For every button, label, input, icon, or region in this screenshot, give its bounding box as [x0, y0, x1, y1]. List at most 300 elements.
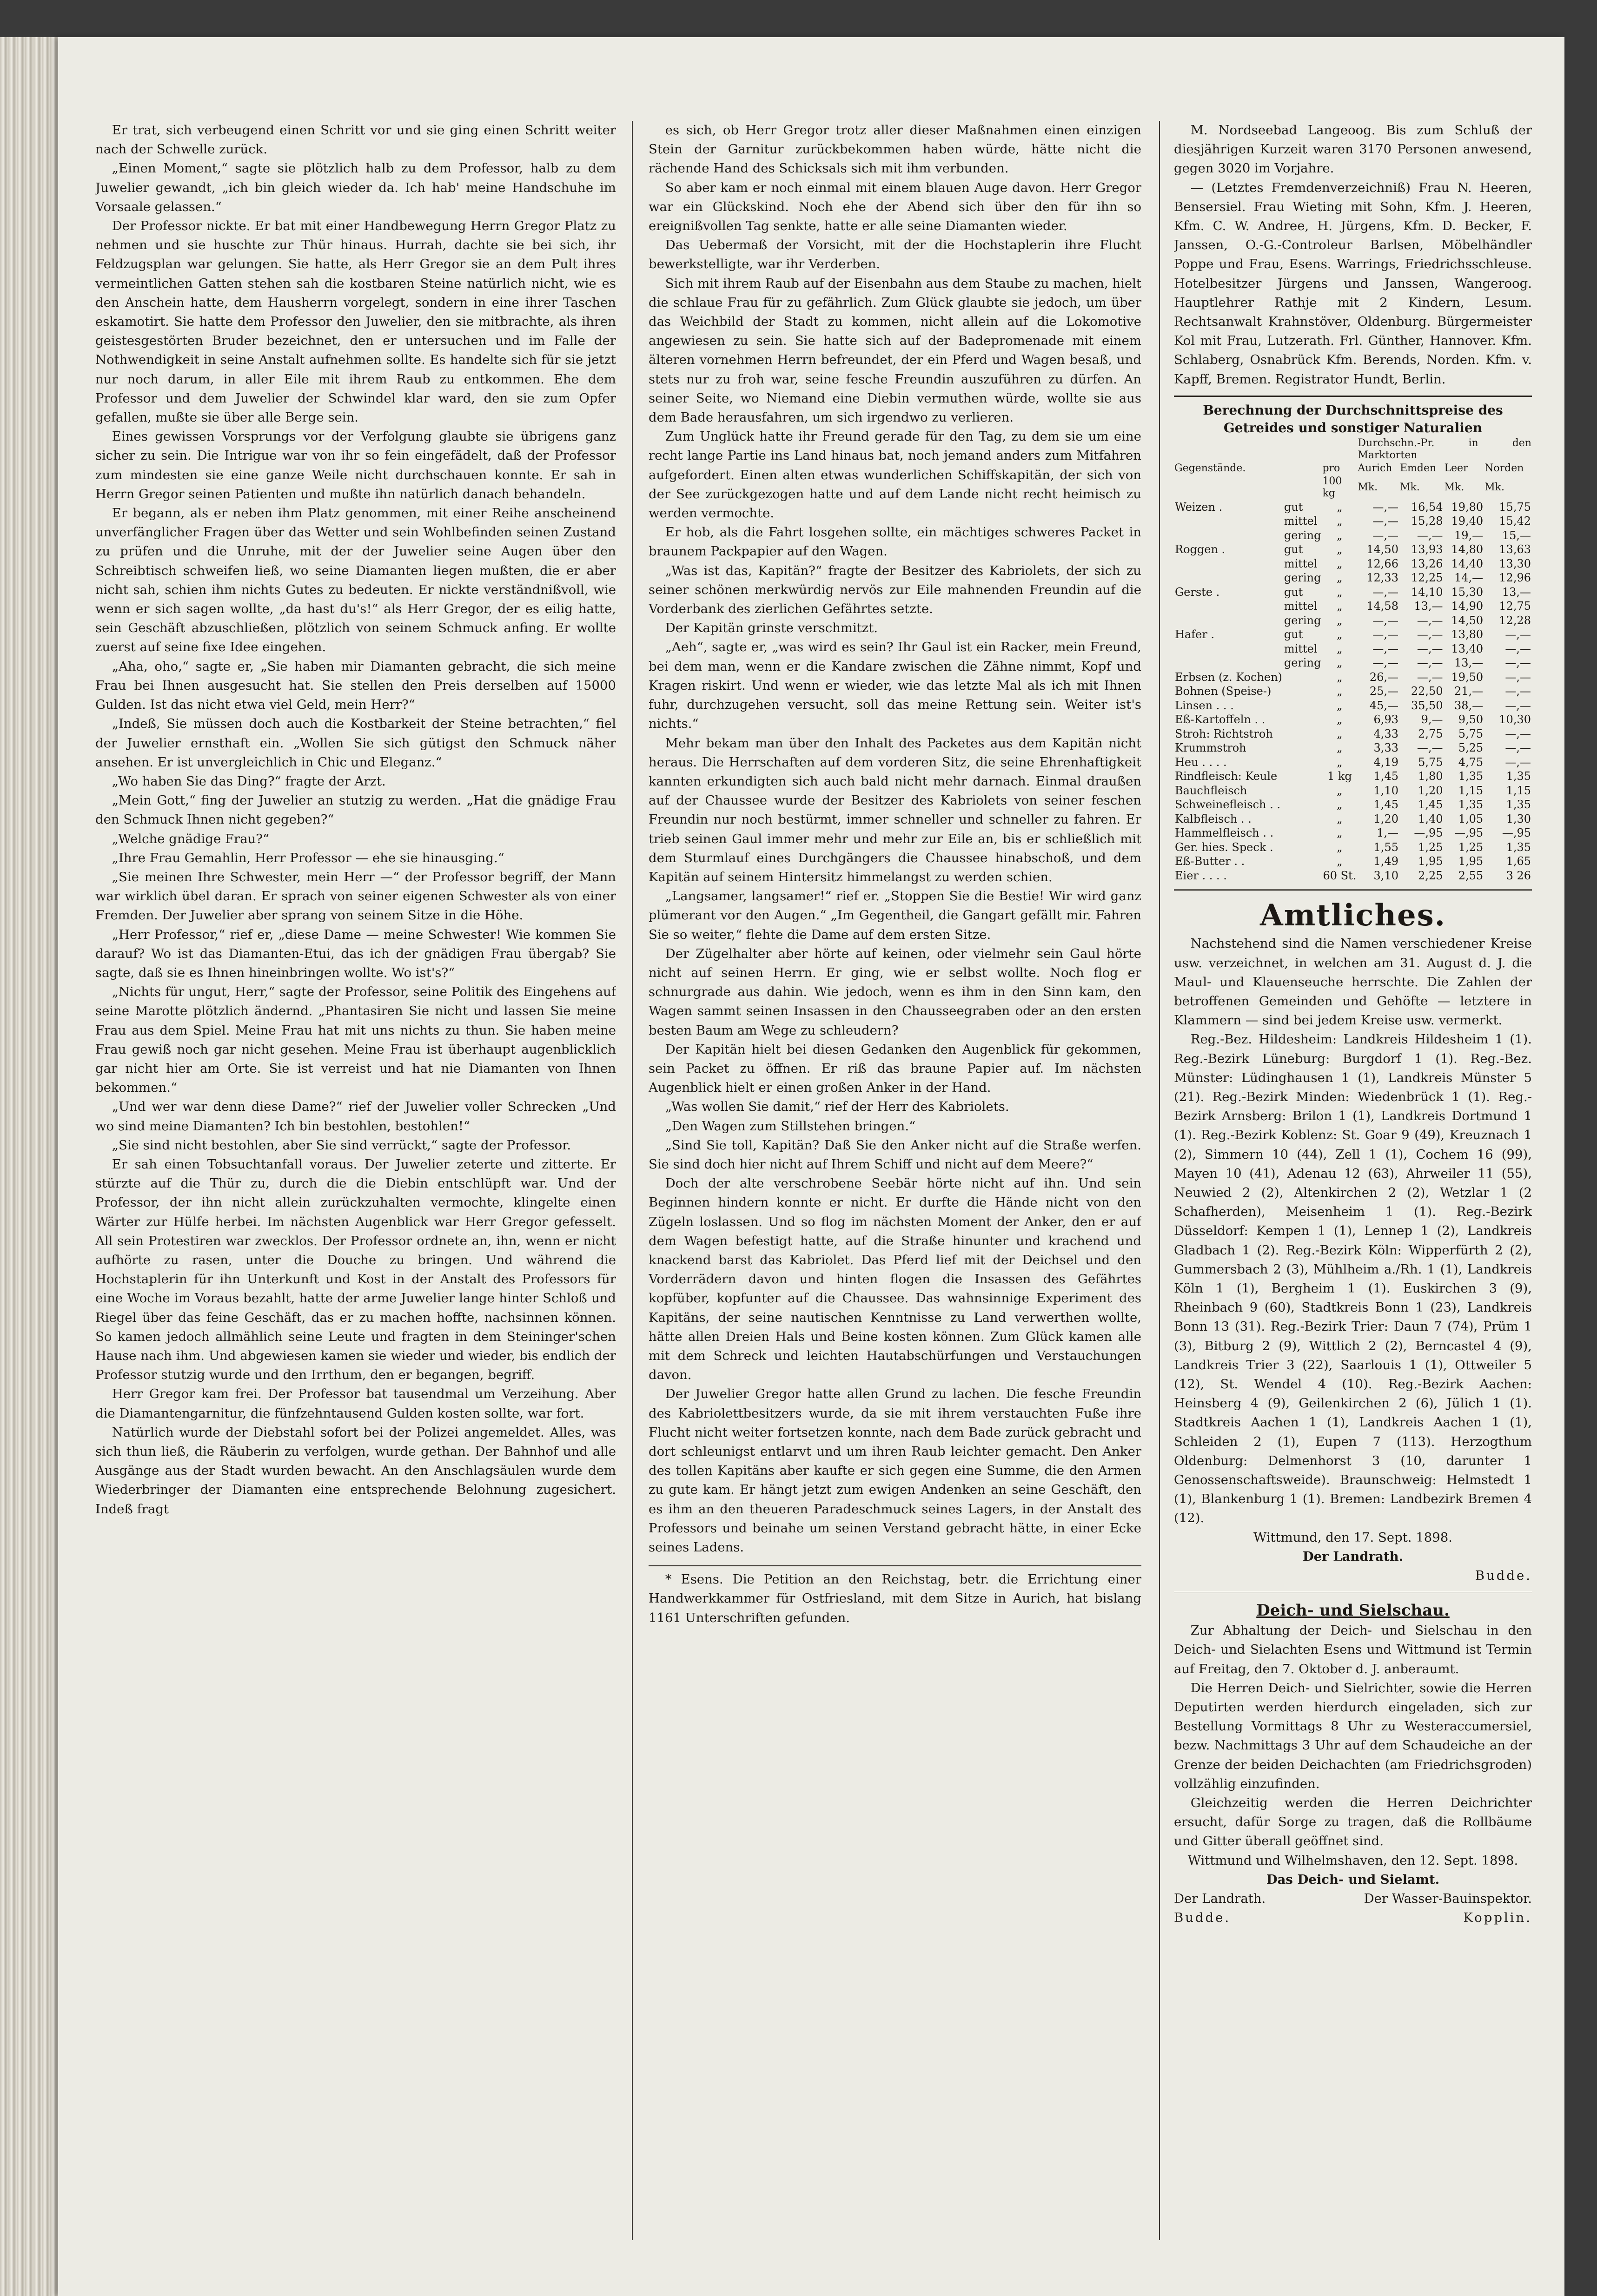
price-cell: 15,28	[1411, 515, 1443, 528]
price-cell	[1283, 727, 1322, 741]
price-cell: —,—	[1417, 642, 1443, 655]
price-cell: 13,—	[1414, 600, 1443, 613]
price-row	[1174, 614, 1532, 628]
price-cell: 26,—	[1369, 670, 1398, 684]
price-cell	[1174, 599, 1283, 614]
price-cell: „	[1337, 600, 1343, 613]
price-row	[1174, 571, 1532, 585]
price-cell	[1174, 514, 1283, 528]
price-row	[1174, 514, 1532, 528]
price-cell: —,—	[1372, 515, 1398, 528]
divider	[1174, 396, 1532, 397]
price-table-subheader: Durchschn.-Pr. in den Marktorten	[1358, 437, 1531, 461]
price-cell: 5,75	[1458, 727, 1484, 740]
price-cell: „	[1337, 784, 1343, 797]
deich-paragraph: Zur Abhaltung der Deich- und Sielschau in den Deich- und Sielachten Esens und Wittmund ist Termin auf Freitag, den 7. Oktober d. J. anberaumt.	[1174, 1623, 1532, 1676]
price-cell: 1,20	[1373, 812, 1398, 825]
price-cell: „	[1337, 557, 1343, 570]
price-cell: —,—	[1505, 741, 1531, 755]
price-cell: 13,30	[1499, 557, 1531, 570]
price-cell: Weizen .	[1175, 500, 1223, 514]
story-paragraph: Er trat, sich verbeugend einen Schritt vor und sie ging einen Schritt weiter nach der Schwelle zurück.	[95, 123, 616, 157]
price-cell: „	[1337, 670, 1343, 684]
price-cell: „	[1337, 543, 1343, 556]
price-cell: „	[1337, 727, 1343, 740]
price-cell	[1283, 784, 1322, 798]
price-cell: 3 26	[1506, 869, 1531, 882]
story-paragraph: Eines gewissen Vorsprungs vor der Verfolgung glaubte sie übrigens ganz sicher zu sein. Die Intrigue war von ihr so fein eingefädelt, daß der Professor zum mindesten sie eine ganze Weile nicht durchschauen konnte. Er sah in Herrn Gregor seinen Patienten und mußte ihn natürlich danach behandeln.	[95, 429, 616, 501]
price-cell: Bauchfleisch	[1175, 784, 1247, 797]
column-rule	[1159, 121, 1160, 2240]
price-cell: 19,40	[1451, 515, 1484, 528]
price-table-title: Berechnung der Durchschnittspreise des Getreides und sonstiger Naturalien	[1203, 402, 1503, 435]
deich-left-title: Der Landrath.	[1174, 1891, 1266, 1907]
price-cell: Heu . . . .	[1175, 755, 1227, 769]
price-row	[1174, 840, 1532, 855]
esens-note-text: * Esens. Die Petition an den Reichstag, betr. die Errichtung einer Handwerkkammer für Ostfriesland, mit dem Sitze in Aurich, hat bislang 1161 Unterschriften gefunden.	[649, 1572, 1141, 1625]
price-cell: —,—	[1417, 670, 1443, 684]
price-cell: Bohnen (Speise-)	[1175, 685, 1272, 698]
story-paragraph: „Was ist das, Kapitän?“ fragte der Besitzer des Kabriolets, der sich zu seiner schönen merkwürdig nervös zur Eile mahnenden Freundin auf die Vorderbank des zierlichen Gefährtes setzte.	[649, 563, 1141, 617]
story-paragraph: Er hob, als die Fahrt losgehen sollte, ein mächtiges schweres Packet in braunem Packpapier auf den Wagen.	[649, 525, 1141, 559]
price-cell: 35,50	[1411, 699, 1443, 712]
story-paragraph: Der Professor nickte. Er bat mit einer Handbewegung Herrn Gregor Platz zu nehmen und sie huschte zur Thür hinaus. Hurrah, dachte sie bei sich, ihr Feldzugsplan war gelungen. Sie hatte, als Herr Gregor sie an dem Pult ihres vermeintlichen Gatten stehen sah die kostbaren Steine natürlich nicht, wie es den Anschein hatte, dem Hausherrn vorgelegt, sondern in eine ihrer Taschen eskamotirt. Sie hatte dem Professor den Juwelier, den sie mitbrachte, als ihren geistesgestörten Bruder bezeichnet, den er untersuchen und im Falle der Nothwendigkeit in seine Anstalt aufnehmen sollte. Es handelte sich für sie jetzt nur noch darum, in aller Eile mit ihrem Raub zu entkommen. Ehe dem Professor und dem Juwelier der Schwindel klar ward, den sie zum Opfer gefallen, mußte sie über alle Berge sein.	[95, 218, 616, 425]
price-row	[1174, 528, 1532, 543]
price-cell	[1174, 642, 1283, 656]
price-cell	[1174, 528, 1283, 543]
price-cell	[1283, 769, 1322, 784]
price-cell: 1,35	[1458, 798, 1484, 812]
deich-date: Wittmund und Wilhelmshaven, den 12. Sept. 1898.	[1187, 1853, 1518, 1868]
news-column-right	[1174, 121, 1532, 2226]
price-cell: 19,—	[1454, 528, 1484, 542]
price-cell: —,95	[1454, 826, 1484, 840]
price-cell: „	[1337, 571, 1343, 585]
price-cell: 1,35	[1458, 770, 1484, 783]
price-cell: „	[1337, 628, 1343, 641]
price-row	[1174, 585, 1532, 600]
price-cell: —,—	[1372, 628, 1398, 641]
price-cell: Ger. hies. Speck .	[1175, 840, 1273, 854]
price-row	[1174, 599, 1532, 614]
story-paragraph: „Was wollen Sie damit,“ rief der Herr des Kabriolets.	[665, 1099, 1009, 1115]
price-cell: „	[1337, 755, 1343, 769]
price-cell: 1,65	[1506, 855, 1531, 868]
story-paragraph: „Aha, oho,“ sagte er, „Sie haben mir Diamanten gebracht, die sich meine Frau bei Ihnen ausgesucht hat. Sie stellen den Preis derselben auf 15000 Gulden. Ist das nicht etwa viel Geld, mein Herr?“	[95, 659, 616, 713]
price-cell: Erbsen (z. Kochen)	[1175, 670, 1282, 684]
price-cell: „	[1337, 741, 1343, 755]
price-cell: Gerste .	[1175, 585, 1220, 599]
price-row	[1174, 642, 1532, 656]
deich-left-name: Budde.	[1174, 1910, 1231, 1926]
story-paragraph: „Sie meinen Ihre Schwester, mein Herr —“ der Professor begriff, der Mann war wirklich übel daran. Er sprach von seiner eigenen Schwester als von einer Fremden. Der Juwelier aber sprang von seinem Sitze in die Höhe.	[95, 869, 616, 923]
price-cell: 4,33	[1373, 727, 1398, 740]
price-cell: mittel	[1284, 515, 1318, 528]
amtliches-heading: Amtliches.	[1259, 898, 1446, 933]
column-rule	[632, 121, 633, 2240]
price-cell	[1174, 656, 1283, 670]
story-paragraph: „Und wer war denn diese Dame?“ rief der Juwelier voller Schrecken „Und wo sind meine Diamanten? Ich bin bestohlen, bestohlen!“	[95, 1099, 616, 1134]
price-cell: 10,30	[1499, 713, 1531, 726]
amtliches-signature: Budde.	[1475, 1568, 1532, 1583]
story-paragraph: Er begann, als er neben ihm Platz genommen, mit einer Reihe anscheinend unverfänglicher Fragen über das Wetter und sein Wohlbefinden seinen Zustand zu prüfen und die Unruhe, mit der der Juwelier seine Augen über den Schreibtisch schweifen ließ, wo seine Diamanten liegen mußten, die er aber nicht sah, schien ihm nichts Gutes zu bedeuten. Er nickte verständnißvoll, wie wenn er sich sagen wollte, „da hast du's!“ als Herr Gregor, der es eilig hatte, sein Geschäft abzuschließen, plötzlich von seinem Schmuck anfing. Er wollte zuerst auf seine fixe Idee eingehen.	[95, 506, 616, 655]
price-cell: 14,—	[1454, 571, 1484, 585]
amtliches-list: Reg.-Bez. Hildesheim: Landkreis Hildesheim 1 (1). Reg.-Bezirk Lüneburg: Burgdorf 1 (1). Reg.-Bez. Münster: Lüdinghausen 1 (1), Landkreis Münster 5 (21). Reg.-Bezirk Minden: Wiedenbrück 1 (1). Reg.-Bezirk Arnsberg: Brilon 1 (1), Landkreis Dortmund 1 (1). Reg.-Bezirk Koblenz: St. Goar 9 (49), Kreuznach 1 (2), Simmern 10 (44), Zell 1 (1), Cochem 16 (99), Mayen 10 (41), Adenau 12 (63), Ahrweiler 11 (55), Neuwied 2 (2), Altenkirchen 2 (2), Wetzlar 1 (2 Schafherden), Meisenheim 1 (1). Reg.-Bezirk Düsseldorf: Kempen 1 (1), Lennep 1 (2), Landkreis Gladbach 1 (2). Reg.-Bezirk Köln: Wipperfürth 2 (2), Gummersbach 2 (3), Mühlheim a./Rh. 1 (1), Landkreis Köln 1 (1), Bergheim 1 (1). Euskirchen 3 (9), Rheinbach 9 (60), Stadtkreis Bonn 1 (23), Landkreis Bonn 13 (31). Reg.-Bezirk Trier: Daun 7 (74), Prüm 1 (3), Bitburg 2 (9), Wittlich 2 (2), Berncastel 4 (9), Landkreis Trier 3 (22), Saarlouis 1 (1), Ottweiler 5 (12), St. Wendel 4 (10). Reg.-Bezirk Aachen: Heinsberg 4 (9), Geilenkirchen 2 (6), Jülich 1 (1). Stadtkreis Aachen 1 (1), Landkreis Aachen 1 (1), Schleiden 2 (1), Eupen 7 (113). Herzogthum Oldenburg: Delmenhorst 3 (10, darunter 1 Genossenschaftsweide). Braunschweig: Helmstedt 1 (1), Blankenburg 1 (1). Bremen: Landbezirk Bremen 4 (12).	[1174, 1032, 1532, 1526]
price-cell: 2,75	[1418, 727, 1443, 740]
header-pro: pro	[1322, 462, 1340, 474]
price-cell: 1,80	[1418, 770, 1443, 783]
price-cell: —,—	[1372, 500, 1398, 514]
price-cell: 19,50	[1451, 670, 1484, 684]
story-paragraph: „Welche gnädige Frau?“	[112, 831, 270, 846]
price-cell: „	[1337, 855, 1343, 868]
price-cell: —,—	[1372, 614, 1398, 627]
story-paragraph: „Nichts für ungut, Herr,“ sagte der Professor, seine Politik des Eingehens auf seine Marotte plötzlich ändernd. „Phantasiren Sie nicht und lassen Sie meine Frau aus dem Spiel. Meine Frau hat mit uns nichts zu thun. Sie haben meine Frau gewiß noch gar nicht gesehen. Meine Frau ist überhaupt augenblicklich gar nicht hier am Orte. Sie ist verreist und hat nie Diamanten von Ihnen bekommen.“	[95, 984, 616, 1095]
story-paragraph: Das Uebermaß der Vorsicht, mit der die Hochstaplerin ihre Flucht bewerkstelligte, war ihr Verderben.	[649, 238, 1141, 272]
price-cell: —,—	[1372, 642, 1398, 655]
price-cell: —,—	[1505, 670, 1531, 684]
price-cell	[1283, 826, 1322, 840]
deich-heading: Deich- und Sielschau.	[1256, 1601, 1450, 1620]
price-row	[1174, 812, 1532, 826]
price-cell: „	[1337, 614, 1343, 627]
price-cell: 13,63	[1499, 543, 1531, 556]
news-paragraph: M. Nordseebad Langeoog. Bis zum Schluß der diesjährigen Kurzeit waren 3170 Personen anwesend, gegen 3020 im Vorjahre.	[1174, 123, 1532, 176]
story-paragraph: Zum Unglück hatte ihr Freund gerade für den Tag, zu dem sie um eine recht lange Partie ins Land hinaus bat, noch jemand anders zum Mitfahren aufgefordert. Einen alten etwas wunderlichen Schiffskapitän, der sich von der See zurückgezogen hatte und auf dem Lande nicht recht heimisch zu werden vermochte.	[649, 429, 1141, 521]
price-cell: —,—	[1417, 628, 1443, 641]
price-cell: 1,20	[1418, 784, 1443, 797]
story-paragraph: Er sah einen Tobsuchtanfall voraus. Der Juwelier zeterte und zitterte. Er stürzte auf die Thür zu, durch die die Diebin entschlüpft war. Und der Professor, der ihn nicht allein zurückzuhalten vermochte, klingelte einen Wärter zur Hülfe herbei. Im nächsten Augenblick war Herr Gregor gefesselt. All sein Protestiren war zwecklos. Der Professor ordnete an, ihn, wenn er nicht aufhörte zu rasen, unter die Douche zu bringen. Und während die Hochstaplerin für ihn Unterkunft und Kost in der Anstalt des Professors für eine Woche im Voraus bezahlt, hatte der arme Juwelier lange hinter Schloß und Riegel über das feine Geschäft, das er zu machen hoffte, nachsinnen können. So kamen jedoch allmählich seine Leute und fragten in dem Steininger'schen Hause nach ihm. Und abgewiesen kamen sie wieder und wieder, bis endlich der Professor stutzig wurde und den Irrthum, den er begangen, begriff.	[95, 1156, 616, 1383]
price-cell	[1283, 684, 1322, 699]
divider	[1174, 889, 1532, 892]
price-cell: 13,40	[1451, 642, 1484, 655]
price-cell: gut	[1284, 585, 1303, 599]
header-gegenstaende: Gegenstände.	[1174, 462, 1246, 474]
price-cell: Schweinefleisch . .	[1175, 798, 1281, 812]
price-cell: 4,75	[1458, 755, 1484, 769]
price-row	[1174, 826, 1532, 840]
price-cell: 45,—	[1369, 699, 1398, 712]
price-row	[1174, 670, 1532, 685]
header-town: Emden	[1399, 462, 1437, 474]
price-row	[1174, 542, 1532, 557]
newspaper-page	[58, 37, 1564, 2296]
story-column-middle	[649, 121, 1141, 2226]
price-cell: —,—	[1505, 685, 1531, 698]
price-cell	[1174, 557, 1283, 571]
price-cell: Roggen .	[1175, 543, 1226, 556]
story-paragraph: Herr Gregor kam frei. Der Professor bat tausendmal um Verzeihung. Aber die Diamantengarnitur, die fünfzehntausend Gulden kosten sollte, war fort.	[95, 1386, 616, 1421]
price-cell: „	[1337, 656, 1343, 670]
price-cell: „	[1337, 685, 1343, 698]
price-cell: 15,30	[1451, 585, 1484, 599]
price-cell: —,—	[1505, 628, 1531, 641]
price-cell: Linsen . . .	[1175, 699, 1234, 712]
price-cell: 13,—	[1454, 656, 1484, 670]
price-cell: 5,75	[1418, 755, 1443, 769]
story-paragraph: Der Juwelier Gregor hatte allen Grund zu lachen. Die fesche Freundin des Kabriolettbesitzers wurde, da sie mit ihrem verstauchten Fuße ihre Flucht nicht weiter fortsetzen konnte, nach dem Bade zurück gebracht und dort schleunigst entlarvt und um ihren Raub leichter gemacht. Den Anker des tollen Kapitäns aber kaufte er sich gegen eine Summe, die den Armen zu gute kam. Er hängt jetzt zum ewigen Andenken an seine Geschäft, den es ihm an den theueren Paradeschmuck seines Lagers, in der Anstalt des Professors und beinahe um seinen Verstand gebracht hätte, in einer Ecke seines Ladens.	[649, 1386, 1141, 1555]
price-cell: 1,25	[1418, 840, 1443, 854]
story-paragraph: es sich, ob Herr Gregor trotz aller dieser Maßnahmen einen einzigen Stein der Garnitur zurückbekommen haben würde, hätte nicht die rächende Hand des Schicksals sich mit ihm verbunden.	[649, 123, 1141, 176]
price-cell: „	[1337, 812, 1343, 825]
story-paragraph: „Ihre Frau Gemahlin, Herr Professor — ehe sie hinausging.“	[112, 850, 504, 865]
price-cell: 19,80	[1451, 500, 1484, 514]
price-cell: Eier . . . .	[1175, 869, 1227, 882]
deich-signatures	[1174, 1889, 1532, 1908]
price-cell: 12,33	[1366, 571, 1398, 585]
deich-right-title: Der Wasser-Bauinspektor.	[1364, 1891, 1532, 1907]
price-cell	[1283, 741, 1322, 755]
story-paragraph: Natürlich wurde der Diebstahl sofort bei der Polizei angemeldet. Alles, was sich thun ließ, die Räuberin zu verfolgen, wurde gethan. Der Bahnhof und alle Ausgänge aus der Stadt wurden bewacht. An den Anschlagsäulen wurde dem Wiederbringer der Diamanten eine entsprechende Belohnung zugesichert. Indeß fragt	[95, 1425, 616, 1517]
price-cell	[1283, 854, 1322, 869]
price-cell: „	[1337, 713, 1343, 726]
price-cell: —,—	[1505, 755, 1531, 769]
price-cell: 1,55	[1373, 840, 1398, 854]
price-cell: —,—	[1505, 656, 1531, 670]
price-row	[1174, 755, 1532, 770]
price-row	[1174, 500, 1532, 515]
price-cell: 9,50	[1458, 713, 1484, 726]
price-cell: —,—	[1417, 741, 1443, 755]
price-cell: 14,50	[1451, 614, 1484, 627]
price-cell: 12,66	[1366, 557, 1398, 570]
price-cell: „	[1337, 528, 1343, 542]
price-cell: 1,45	[1373, 770, 1398, 783]
price-cell: 1,40	[1418, 812, 1443, 825]
price-cell: „	[1337, 585, 1343, 599]
story-paragraph: „Herr Professor,“ rief er, „diese Dame — meine Schwester! Wie kommen Sie darauf? Wo ist das Diamanten-Etui, das ich der gnädigen Frau übergab? Sie sagte, daß sie es Ihnen hineinbringen wollte. Wo ist's?“	[95, 927, 616, 980]
esens-note	[649, 1565, 1141, 1628]
story-paragraph: „Langsamer, langsamer!“ rief er. „Stoppen Sie die Bestie! Wir wird ganz plümerant vor den Augen.“ „Im Gegentheil, die Gangart gefällt mir. Fahren Sie so weiter,“ flehte die Dame auf dem ersten Sitze.	[649, 889, 1141, 942]
story-paragraph: Der Kapitän hielt bei diesen Gedanken den Augenblick für gekommen, sein Packet zu öffnen. Er riß das braune Papier auf. Im nächsten Augenblick hielt er einen großen Anker in der Hand.	[649, 1042, 1141, 1095]
price-row	[1174, 854, 1532, 869]
price-cell: —,—	[1372, 656, 1398, 670]
price-cell: 3,10	[1373, 869, 1398, 882]
price-cell: —,—	[1417, 656, 1443, 670]
price-cell: 1,35	[1506, 840, 1531, 854]
story-paragraph: „Wo haben Sie das Ding?“ fragte der Arzt.	[112, 773, 386, 789]
price-cell: 1 kg	[1327, 770, 1352, 783]
price-cell: —,—	[1505, 699, 1531, 712]
price-cell: 1,45	[1418, 798, 1443, 812]
price-cell: gering	[1284, 571, 1321, 585]
amtliches-date: Wittmund, den 17. Sept. 1898.	[1253, 1530, 1453, 1545]
price-row	[1174, 713, 1532, 727]
price-table-header	[1174, 437, 1532, 462]
price-cell	[1283, 840, 1322, 855]
price-cell: 16,54	[1411, 500, 1443, 514]
price-cell: 14,58	[1366, 600, 1398, 613]
price-cell: —,—	[1417, 614, 1443, 627]
price-cell	[1283, 699, 1322, 713]
price-cell: —,—	[1505, 642, 1531, 655]
price-cell: „	[1337, 699, 1343, 712]
story-column-left	[95, 121, 616, 2226]
price-cell	[1283, 812, 1322, 826]
price-cell: mittel	[1284, 557, 1318, 570]
price-cell: 22,50	[1411, 685, 1443, 698]
price-cell: Eß-Butter . .	[1175, 855, 1245, 868]
price-cell: Hafer .	[1175, 628, 1215, 641]
deich-right-name: Kopplin.	[1463, 1910, 1532, 1926]
deich-paragraph: Die Herren Deich- und Sielrichter, sowie die Herren Deputirten werden hierdurch eingeladen, sich zur Bestellung Vormittags 8 Uhr zu Westeraccumersiel, bezw. Nachmittags 3 Uhr auf dem Schaudeiche an der Grenze der beiden Deichachten (am Friedrichsgroden) vollzählig einzufinden.	[1174, 1680, 1532, 1791]
price-cell: 1,35	[1506, 798, 1531, 812]
price-cell: 1,15	[1506, 784, 1531, 797]
price-cell: 14,80	[1451, 543, 1484, 556]
price-cell: „	[1337, 500, 1343, 514]
story-paragraph: „Aeh“, sagte er, „was wird es sein? Ihr Gaul ist ein Racker, mein Freund, bei dem man, wenn er die Kandare zwischen die Zähne nimmt, Kopf und Kragen riskirt. Und wenn er wieder, wie das letzte Mal als ich mit Ihnen fuhr, durchzugehen versucht, soll das meine Rettung sein. Weiter ist's nichts.“	[649, 640, 1141, 732]
price-cell: 15,—	[1502, 528, 1531, 542]
price-row	[1174, 784, 1532, 798]
header-currency: Mk.	[1399, 481, 1420, 493]
price-cell: 9,—	[1421, 713, 1443, 726]
price-cell: 15,42	[1499, 515, 1531, 528]
price-cell: 13,93	[1411, 543, 1443, 556]
price-cell: 4,19	[1373, 755, 1398, 769]
price-cell: gut	[1284, 543, 1303, 556]
price-cell: „	[1337, 826, 1343, 840]
price-cell: 1,95	[1458, 855, 1484, 868]
price-row	[1174, 627, 1532, 642]
price-cell: 1,45	[1373, 798, 1398, 812]
price-cell: „	[1337, 642, 1343, 655]
price-cell: 15,75	[1499, 500, 1531, 514]
price-cell: —,—	[1372, 585, 1398, 599]
price-cell: 1,35	[1506, 770, 1531, 783]
price-cell	[1283, 670, 1322, 685]
price-cell: 3,33	[1373, 741, 1398, 755]
price-cell: 1,15	[1458, 784, 1484, 797]
story-paragraph: „Einen Moment,“ sagte sie plötzlich halb zu dem Professor, halb zu dem Juwelier gewandt, „ich bin gleich wieder da. Ich hab' meine Handschuhe im Vorsaale gelassen.“	[95, 161, 616, 214]
price-cell: Rindfleisch: Keule	[1175, 770, 1278, 783]
price-cell: 12,25	[1411, 571, 1443, 585]
story-paragraph: Der Kapitän grinste verschmitzt.	[665, 620, 878, 636]
price-cell: 2,25	[1418, 869, 1443, 882]
price-cell: „	[1337, 515, 1343, 528]
price-cell: 14,40	[1451, 557, 1484, 570]
price-row	[1174, 656, 1532, 670]
price-cell: Stroh: Richtstroh	[1175, 727, 1273, 740]
story-paragraph: Der Zügelhalter aber hörte auf keinen, oder vielmehr sein Gaul hörte nicht auf seinen Herrn. Er ging, wie er selbst wollte. Noch flog er schnurgrade aus dahin. Wie jedoch, wenn es ihm in den Sinn kam, den Wagen sammt seinen Insassen in den Chausseegraben oder an den ersten besten Baum am Wege zu schleudern?	[649, 946, 1141, 1038]
price-cell: 12,75	[1499, 600, 1531, 613]
price-cell	[1174, 614, 1283, 628]
price-row	[1174, 557, 1532, 571]
price-cell	[1283, 755, 1322, 770]
amtliches-office: Der Landrath.	[1302, 1549, 1404, 1564]
price-row	[1174, 699, 1532, 713]
price-table-header	[1174, 462, 1532, 475]
story-paragraph: So aber kam er noch einmal mit einem blauen Auge davon. Herr Gregor war ein Glückskind. Noch ehe der Abend sich über den für ihn so ereignißvollen Tag senkte, hatte er alle seine Diamanten wieder.	[649, 180, 1141, 234]
price-cell	[1174, 571, 1283, 585]
price-cell: 13,80	[1451, 628, 1484, 641]
price-cell: 12,96	[1499, 571, 1531, 585]
divider	[1174, 1592, 1532, 1595]
price-cell: 1,05	[1458, 812, 1484, 825]
price-cell: gering	[1284, 614, 1321, 627]
story-paragraph: Mehr bekam man über den Inhalt des Packetes aus dem Kapitän nicht heraus. Die Herrschaften auf dem vorderen Sitz, die seine Ehrenhaftigkeit kannten erkundigten sich auch bald nicht mehr darnach. Einmal draußen auf der Chaussee wurde der Besitzer des Kabriolets von seiner feschen Freundin nur noch bestürmt, immer schneller und schneller zu fahren. Er trieb seinen Gaul immer mehr und mehr zur Eile an, bis er schließlich mit dem Sturmlauf eines Durchgängers die Chaussee hinabschoß, und dem Kapitän auf seinem Hintersitz himmelangst zu werden schien.	[649, 735, 1141, 884]
price-cell: —,—	[1372, 528, 1398, 542]
header-town: Aurich	[1358, 462, 1392, 474]
price-row	[1174, 869, 1532, 883]
price-cell: mittel	[1284, 642, 1318, 655]
header-currency: Mk.	[1484, 481, 1504, 493]
price-cell: Hammelfleisch . .	[1175, 826, 1274, 840]
story-paragraph: „Mein Gott,“ fing der Juwelier an stutzig zu werden. „Hat die gnädige Frau den Schmuck Ihnen nicht gegeben?“	[95, 793, 616, 827]
price-cell: 25,—	[1369, 685, 1398, 698]
price-cell: 14,50	[1366, 543, 1398, 556]
price-cell: 13,26	[1411, 557, 1443, 570]
price-row	[1174, 741, 1532, 755]
news-paragraph: — (Letztes Fremdenverzeichniß) Frau N. Heeren, Bensersiel. Frau Wieting mit Sohn, Kfm. J. Heeren, Kfm. C. W. Andree, H. Jürgens, Kfm. D. Becker, F. Janssen, O.-G.-Controleur Barlsen, Möbelhändler Poppe und Frau, Esens. Warrings, Friedrichsschleuse. Hotelbesitzer Jürgens und Janssen, Wangeroog. Hauptlehrer Rathje mit 2 Kindern, Lesum. Rechtsanwalt Krahnstöver, Oldenburg. Bürgermeister Kol mit Frau, Lutzerath. Frl. Günther, Hannover. Kfm. Schlaberg, Osnabrück Kfm. Berends, Norden. Kfm. v. Kapff, Bremen. Registrator Hundt, Berlin.	[1174, 180, 1532, 387]
price-cell: gering	[1284, 528, 1321, 542]
story-paragraph: „Indeß, Sie müssen doch auch die Kostbarkeit der Steine betrachten,“ fiel der Juwelier ernsthaft ein. „Wollen Sie sich gütigst den Schmuck näher ansehen. Er ist unvergleichlich in Chic und Eleganz.“	[95, 716, 616, 770]
price-cell: Eß-Kartoffeln . .	[1175, 713, 1266, 726]
price-cell: Krummstroh	[1175, 741, 1246, 755]
price-cell: 1,49	[1373, 855, 1398, 868]
deich-office: Das Deich- und Sielamt.	[1266, 1872, 1440, 1887]
price-cell: gering	[1284, 656, 1321, 670]
story-paragraph: „Den Wagen zum Stillstehen bringen.“	[665, 1118, 916, 1134]
price-cell: 1,30	[1506, 812, 1531, 825]
header-town: Leer	[1444, 462, 1468, 474]
story-paragraph: „Sind Sie toll, Kapitän? Daß Sie den Anker nicht auf die Straße werfen. Sie sind doch hier nicht auf Ihrem Schiff und nicht auf dem Meere?“	[649, 1137, 1141, 1172]
header-town: Norden	[1484, 462, 1524, 474]
price-cell: 1,—	[1377, 826, 1398, 840]
price-cell: 38,—	[1454, 699, 1484, 712]
price-cell: 12,28	[1499, 614, 1531, 627]
price-cell: 2,55	[1458, 869, 1484, 882]
price-cell: „	[1337, 840, 1343, 854]
price-row	[1174, 769, 1532, 784]
price-cell	[1283, 798, 1322, 812]
price-table-header	[1174, 475, 1532, 500]
price-cell: 6,93	[1373, 713, 1398, 726]
deich-signature-names	[1174, 1908, 1532, 1927]
price-cell: 60 St.	[1323, 869, 1357, 882]
story-paragraph: „Sie sind nicht bestohlen, aber Sie sind verrückt,“ sagte der Professor.	[112, 1137, 571, 1153]
price-row	[1174, 798, 1532, 812]
price-cell: —,95	[1502, 826, 1531, 840]
header-unit: 100 kg	[1322, 475, 1342, 499]
price-table	[1174, 437, 1532, 883]
price-cell: gut	[1284, 500, 1303, 514]
price-cell: 13,—	[1502, 585, 1531, 599]
price-cell: mittel	[1284, 600, 1318, 613]
story-paragraph: Doch der alte verschrobene Seebär hörte nicht auf ihn. Und sein Beginnen hindern konnte er nicht. Er durfte die Hände nicht von den Zügeln loslassen. Und so flog im nächsten Moment der Anker, den er auf dem Wagen befestigt hatte, auf die Straße hinunter und krachend und knackend barst das Kabriolet. Das Pferd lief mit der Deichsel und den Vorderrädern davon und hinten flogen die Insassen des Gefährtes kopfüber, kopfunter auf die Chaussee. Das wahnsinnige Experiment des Kapitäns, der seine nautischen Kenntnisse zu Land verwerthen wollte, hätte allen Dreien Hals und Beine kosten können. Zum Glück kamen alle mit dem Schreck und leichten Hautabschürfungen und Verstauchungen davon.	[649, 1176, 1141, 1383]
price-cell: gut	[1284, 628, 1303, 641]
price-cell: —,—	[1505, 727, 1531, 740]
deich-paragraph: Gleichzeitig werden die Herren Deichrichter ersucht, dafür Sorge zu tragen, daß die Rollbäume und Gitter überall geöffnet sind.	[1174, 1795, 1532, 1849]
price-row	[1174, 727, 1532, 741]
price-cell: „	[1337, 798, 1343, 812]
price-cell: 5,25	[1458, 741, 1484, 755]
price-cell: 21,—	[1454, 685, 1484, 698]
price-cell	[1283, 713, 1322, 727]
price-row	[1174, 684, 1532, 699]
price-cell: 1,95	[1418, 855, 1443, 868]
price-cell: —,95	[1414, 826, 1443, 840]
price-cell: 1,10	[1373, 784, 1398, 797]
header-currency: Mk.	[1358, 481, 1378, 493]
price-cell: 14,10	[1411, 585, 1443, 599]
price-cell: 1,25	[1458, 840, 1484, 854]
price-cell: 14,90	[1451, 600, 1484, 613]
price-cell: —,—	[1417, 528, 1443, 542]
story-paragraph: Sich mit ihrem Raub auf der Eisenbahn aus dem Staube zu machen, hielt die schlaue Frau für zu gefährlich. Zum Glück glaubte sie jedoch, um über das Weichbild der Stadt zu kommen, nicht allein auf die Lokomotive angewiesen zu sein. Sie hatte sich auf der Badepromenade mit einem älteren vornehmen Herrn befreundet, der ein Pferd und Wagen besaß, und stets nur zu froh war, seine fesche Freundin auszuführen zu dürfen. An seiner Seite, wo Niemand eine Diebin vermuthen würde, wollte sie aus dem Bade herausfahren, um sich irgendwo zu verlieren.	[649, 276, 1141, 425]
price-cell: Kalbfleisch . .	[1175, 812, 1252, 825]
amtliches-text: Nachstehend sind die Namen verschiedener Kreise usw. verzeichnet, in welchen am 31. August d. J. die Maul- und Klauenseuche herrschte. Die Zahlen der betroffenen Gemeinden und Gehöfte — letztere in Klammern — sind bei jedem Kreise usw. vermerkt.	[1174, 936, 1532, 1028]
header-currency: Mk.	[1444, 481, 1464, 493]
